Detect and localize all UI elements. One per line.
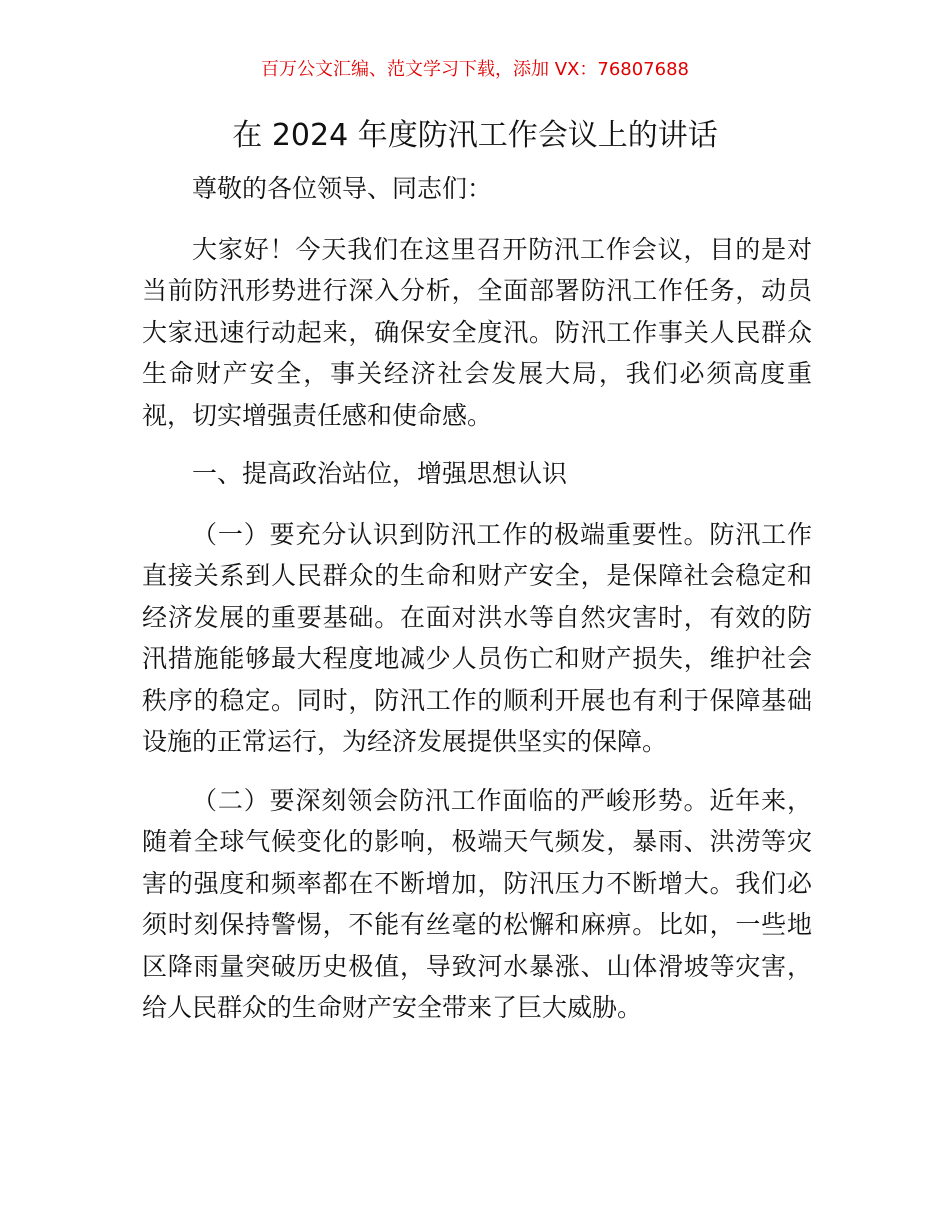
paragraph-point-2: （二）要深刻领会防汛工作面临的严峻形势。近年来，随着全球气候变化的影响，极端天气频发，暴雨、洪涝等灾害的强度和频率都在不断增加，防汛压力不断增大。我们必须时刻保持警惕，不能有丝毫的松懈和麻痹。比如，一些地区降雨量突破历史极值，导致河水暴涨、山体滑坡等灾害，给人民群众的生命财产安全带来了巨大威胁。: [142, 785, 812, 1022]
header-watermark-note: 百万公文汇编、范文学习下载，添加 VX：76807688: [261, 59, 689, 80]
paragraph-point-1: （一）要充分认识到防汛工作的极端重要性。防汛工作直接关系到人民群众的生命和财产安全，是保障社会稳定和经济发展的重要基础。在面对洪水等自然灾害时，有效的防汛措施能够最大程度地减少人员伤亡和财产损失，维护社会秩序的稳定。同时，防汛工作的顺利开展也有利于保障基础设施的正常运行，为经济发展提供坚实的保障。: [142, 519, 812, 756]
salutation: 尊敬的各位领导、同志们：: [192, 174, 493, 203]
paragraph-opening: 大家好！今天我们在这里召开防汛工作会议，目的是对当前防汛形势进行深入分析，全面部署防汛工作任务，动员大家迅速行动起来，确保安全度汛。防汛工作事关人民群众生命财产安全，事关经济社会发展大局，我们必须高度重视，切实增强责任感和使命感。: [142, 234, 812, 430]
section-heading-1: 一、提高政治站位，增强思想认识: [192, 459, 568, 488]
document-body: [142, 168, 812, 1046]
document-title: 在 2024 年度防汛工作会议上的讲话: [232, 118, 718, 153]
